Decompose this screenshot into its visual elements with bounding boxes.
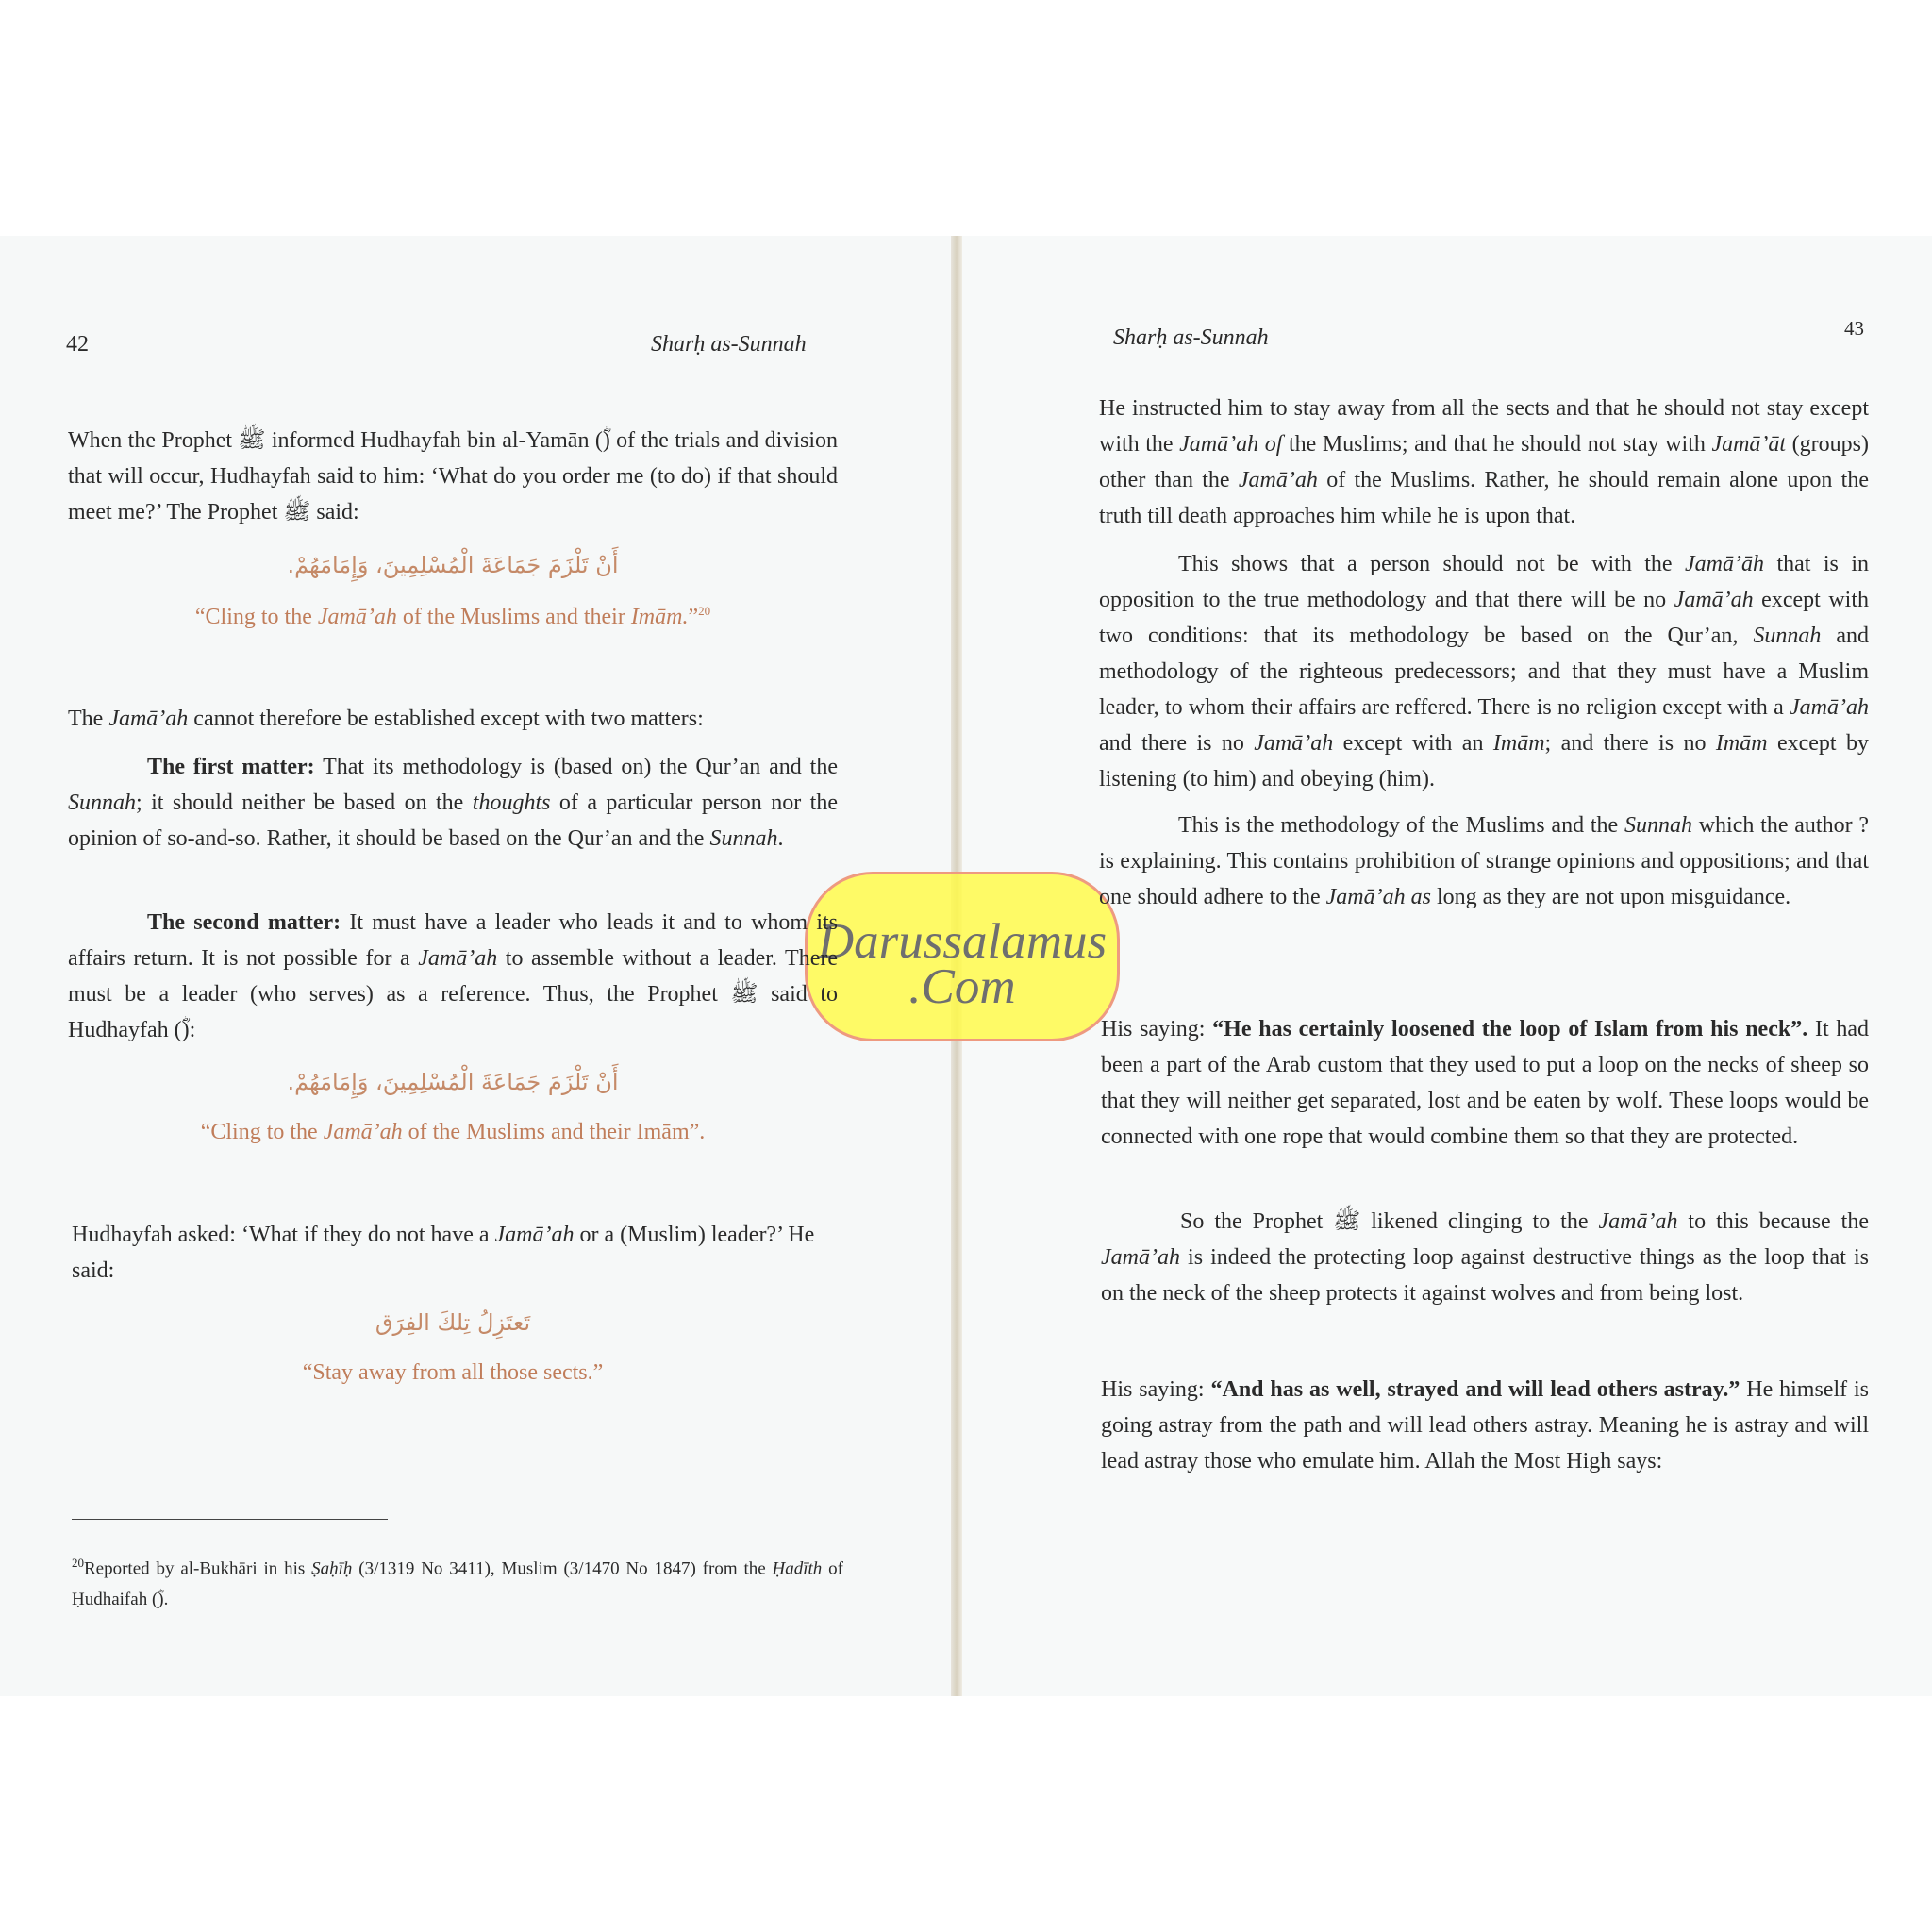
footnote-ref: 20 xyxy=(698,604,711,618)
italic-text: Jamā’āt xyxy=(1711,432,1787,457)
italic-text: Jamā’ah xyxy=(418,946,498,971)
text-run: It must have a leader who leads it and to whom its affairs return. It is not possible for a xyxy=(68,910,838,971)
text-run: (3/1319 No 3411), Muslim (3/1470 No 1847) from the xyxy=(352,1558,773,1579)
italic-text: Jamā’ah xyxy=(1790,695,1869,720)
footnote-divider xyxy=(72,1519,388,1520)
text-run: . xyxy=(777,826,784,851)
quote-translation xyxy=(68,604,838,630)
italic-text: Jamā’ah xyxy=(1254,731,1334,756)
text-run: of the Muslims and their Imām”. xyxy=(402,1120,706,1144)
italic-text: Ḥadīth xyxy=(772,1558,823,1579)
text-run: or a (Muslim) leader?’ He said: xyxy=(72,1223,815,1283)
italic-text: Jamā’ah xyxy=(323,1120,403,1144)
text-run: that is in opposition to the true methodology and that there will be no xyxy=(1099,552,1869,612)
italic-text: Imām. xyxy=(630,605,689,629)
paragraph xyxy=(68,701,838,737)
text-run: He himself is going astray from the path and will lead others astray. Meaning he is astray and will lead astray those who emulate him. Allah the Most High says: xyxy=(1101,1377,1870,1474)
footnote-text xyxy=(72,1558,843,1609)
text-run: and there is no xyxy=(1099,731,1255,756)
text-run: Hudhayfah asked: ‘What if they do not have a xyxy=(72,1223,495,1247)
italic-text: Jamā’ah as xyxy=(1325,885,1431,909)
watermark-logo xyxy=(805,872,1120,1041)
text-run: the Muslims; and that he should not stay with xyxy=(1282,432,1712,457)
italic-text: Sunnah xyxy=(68,791,136,815)
text-run: (groups) other than the xyxy=(1099,432,1869,492)
paragraph xyxy=(1099,391,1869,534)
text-run: cannot therefore be established except with two matters: xyxy=(188,707,704,731)
paragraph xyxy=(68,905,838,1048)
text-run: is indeed the protecting loop against destructive things as the loop that is on the neck of the sheep protects it against wolves and from being lost. xyxy=(1101,1245,1869,1306)
text-run: ” xyxy=(688,605,699,629)
text-run: “Cling to the xyxy=(200,1120,324,1144)
italic-text: thoughts xyxy=(472,791,551,815)
text-run: So the Prophet ﷺ likened clinging to the xyxy=(1180,1209,1599,1234)
text-run: Reported by al-Bukhāri in his xyxy=(84,1558,312,1579)
paragraph xyxy=(1099,808,1869,915)
bold-text: The second matter: xyxy=(147,910,341,935)
paragraph xyxy=(68,423,838,530)
watermark-line2: .Com xyxy=(908,959,1016,1014)
quote-translation xyxy=(68,1120,838,1145)
footnote xyxy=(72,1547,843,1615)
text-run: It had been a part of the Arab custom that they used to put a loop on the necks of sheep so that they will neither get separated, lost and be eaten by wolf. These loops would be connected with one rope that would combine them so that they are protected. xyxy=(1101,1017,1870,1149)
quote-translation xyxy=(68,1360,838,1386)
footnote-number: 20 xyxy=(72,1556,84,1570)
text-run: of Ḥudhaifah (ؓ). xyxy=(72,1558,843,1610)
page-number-left: 42 xyxy=(66,332,89,357)
italic-text: Jamā’ah xyxy=(317,605,397,629)
text-run: The xyxy=(68,707,109,731)
italic-text: Sunnah xyxy=(1753,624,1822,648)
text-run: His saying: xyxy=(1101,1017,1213,1041)
text-run: and methodology of the righteous predecessors; and that they must have a Muslim leader, to whom their affairs are reffered. There is no religion except with a xyxy=(1099,624,1870,720)
text-run: That its methodology is (based on) the Qur’an and the xyxy=(314,755,838,779)
text-run: except with two conditions: that its methodology be based on the Qur’an, xyxy=(1099,588,1869,648)
italic-text: Jamā’ah xyxy=(1598,1209,1678,1234)
italic-text: Ṣaḥīḥ xyxy=(311,1558,353,1579)
text-run: ; and there is no xyxy=(1544,731,1716,756)
text-run: except by listening (to him) and obeying (him). xyxy=(1099,731,1870,791)
italic-text: Sunnah xyxy=(709,826,778,851)
bold-text: “He has certainly loosened the loop of Islam from his neck”. xyxy=(1212,1017,1808,1041)
italic-text: Jamā’ah of xyxy=(1179,432,1283,457)
paragraph xyxy=(68,749,838,857)
text-run: He instructed him to stay away from all the sects and that he should not stay except with the xyxy=(1099,396,1869,457)
text-run: which the author ? is explaining. This contains prohibition of strange opinions and oppositions; and that one should adhere to the xyxy=(1099,813,1869,909)
arabic-quote: أَنْ تَلْزَمَ جَمَاعَةَ الْمُسْلِمِينَ، وَإِمَامَهُمْ. xyxy=(287,1069,619,1095)
italic-text: Jamā’ah xyxy=(494,1223,575,1247)
text-run: of the Muslims and their xyxy=(396,605,631,629)
text-run: This shows that a person should not be with the xyxy=(1178,552,1686,576)
italic-text: Jamā’ah xyxy=(1674,588,1754,612)
paragraph xyxy=(1101,1011,1869,1155)
italic-text: Jamā’ah xyxy=(1238,468,1318,492)
bold-text: “And has as well, strayed and will lead others astray.” xyxy=(1210,1377,1740,1402)
text-run: except with an xyxy=(1333,731,1493,756)
text-run: long as they are not upon misguidance. xyxy=(1430,885,1791,909)
arabic-quote: أَنْ تَلْزَمَ جَمَاعَةَ الْمُسْلِمِينَ، وَإِمَامَهُمْ. xyxy=(287,552,619,578)
bold-text: The first matter: xyxy=(147,755,315,779)
text-run: This is the methodology of the Muslims and the xyxy=(1178,813,1624,838)
watermark-line1: Darussalamus xyxy=(817,914,1108,969)
text-run: “Stay away from all those sects.” xyxy=(302,1360,604,1385)
running-header-left: Sharḥ as-Sunnah xyxy=(651,332,807,357)
text-run: “Cling to the xyxy=(194,605,318,629)
paragraph xyxy=(1101,1372,1869,1479)
text-run: to assemble without a leader. There must be a leader (who serves) as a reference. Thus, the Prophet ﷺ said to Hudhayfah (ؓ): xyxy=(68,946,839,1042)
text-run: of the Muslims. Rather, he should remain alone upon the truth till death approaches him while he is upon that. xyxy=(1099,468,1869,528)
paragraph xyxy=(1101,1204,1869,1311)
italic-text: Imām xyxy=(1715,731,1768,756)
text-run: When the Prophet ﷺ informed Hudhayfah bin al-Yamān (ؓ) of the trials and division that will occur, Hudhayfah said to him: ‘What do you order me (to do) if that should meet me?’ The Prophet ﷺ said: xyxy=(68,428,839,525)
running-header-right: Sharḥ as-Sunnah xyxy=(1113,325,1269,350)
arabic-quote: تَعتَزِلُ تِلكَ الفِرَق xyxy=(375,1309,531,1336)
text-run: His saying: xyxy=(1101,1377,1211,1402)
paragraph xyxy=(72,1217,841,1289)
text-run: of a particular person nor the opinion of so-and-so. Rather, it should be based on the Qur’an and the xyxy=(68,791,838,851)
italic-text: Sunnah xyxy=(1624,813,1692,838)
italic-text: Jamā’āh xyxy=(1685,552,1765,576)
paragraph xyxy=(1099,546,1869,797)
text-run: ; it should neither be based on the xyxy=(136,791,473,815)
italic-text: Jamā’ah xyxy=(1101,1245,1180,1270)
italic-text: Imām xyxy=(1492,731,1545,756)
text-run: to this because the xyxy=(1677,1209,1869,1234)
translation-text xyxy=(195,605,698,629)
page-number-right: 43 xyxy=(1844,317,1864,340)
italic-text: Jamā’ah xyxy=(108,707,189,731)
